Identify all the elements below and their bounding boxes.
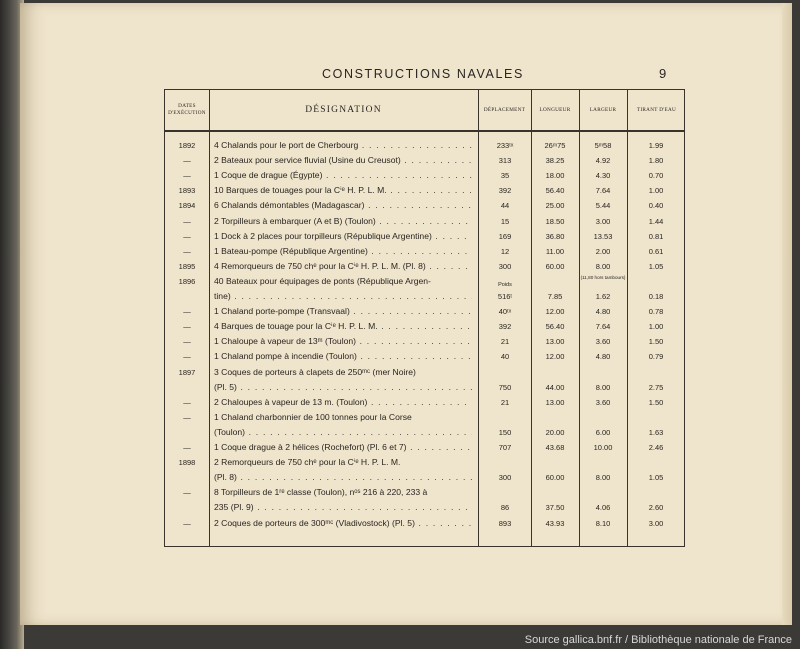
row-date: — [183,231,191,241]
table-row [165,304,684,319]
row-largeur: 7.64 [595,186,611,196]
row-date: — [183,337,191,347]
table-row [165,229,684,244]
row-largeur: 4.80 [595,307,611,317]
row-deplacement: 12 [500,246,510,256]
table-row [165,455,684,485]
row-longueur: 60.00 [545,261,565,271]
designation-line: 1 Bateau-pompe (République Argentine) . . . [214,244,472,259]
designation-line: 2 Torpilleurs à embarquer (A et B) (Toulon) . . . [214,214,472,229]
row-designation [214,183,472,198]
designation-line: 1 Chaland porte-pompe (Transvaal) . . . [214,304,472,319]
designation-line: 2 Remorqueurs de 750 chᵉ pour la Cⁱᵉ H. P. L. M. [214,457,401,468]
row-date: — [183,156,191,166]
row-largeur: 2.00 [595,246,611,256]
row-tirant: 1.44 [648,216,664,226]
row-designation [214,274,472,304]
row-largeur: 8.00 [595,382,611,392]
running-head: CONSTRUCTIONS NAVALES [322,67,524,81]
row-designation [214,440,472,455]
row-tirant: 0.78 [648,307,664,317]
designation-line: 3 Coques de porteurs à clapets de 250ᵐᶜ (mer Noire) [214,366,416,377]
table-row [165,334,684,349]
header-longueur: LONGUEUR [539,106,571,113]
row-largeur: 4.06 [595,503,611,513]
row-largeur: 4.80 [595,352,611,362]
header-dates [165,90,209,130]
designation-line: 2 Coques de porteurs de 300ᵐᶜ (Vladivostock) (Pl. 5) . . . [214,516,472,531]
row-date: — [183,322,191,332]
table-row [165,259,684,280]
row-date: 1898 [178,458,196,468]
row-date: — [183,443,191,452]
row-longueur: 56.40 [545,186,565,196]
header-tirant: TIRANT D'EAU [636,106,677,113]
row-longueur: 11.00 [545,246,565,256]
header-designation: DÉSIGNATION [305,105,382,115]
designation-line: 10 Barques de touages pour la Cⁱᵉ H. P. L. M. . . . [214,183,472,198]
row-tirant: 1.50 [648,397,664,407]
row-largeur: 3.00 [595,216,611,226]
row-tirant: 3.00 [648,518,664,528]
designation-line: 4 Barques de touage pour la Cⁱᵉ H. P. L. M. . . . [214,319,472,334]
row-designation [214,138,472,153]
row-deplacement: 516ᵗ [497,291,513,301]
row-deplacement: 40ᵗˣ [498,307,512,317]
row-designation [214,153,472,168]
row-tirant: 1.80 [648,156,664,166]
row-designation [214,168,472,183]
table-row [165,365,684,395]
row-tirant: 1.63 [648,427,664,437]
row-designation [214,244,472,259]
row-largeur: 3.60 [595,337,611,347]
row-designation [214,304,472,319]
row-longueur: 13.00 [545,337,565,347]
row-longueur: 26ᵐ75 [544,141,566,150]
row-designation [214,349,472,364]
table-row [165,395,684,410]
row-tirant: 1.05 [648,473,664,483]
row-tirant: 0.61 [648,246,664,256]
row-largeur: 3.60 [595,397,611,407]
designation-line: tine) . . . [214,289,472,304]
row-largeur: 6.00 [595,427,611,437]
table-row [165,410,684,440]
row-date: — [183,216,191,226]
row-longueur: 44.00 [545,382,565,392]
row-deplacement: 44 [500,201,510,211]
row-date: — [183,397,191,407]
row-designation [214,485,472,515]
row-designation [214,229,472,244]
deplacement-note: Poids [498,281,512,288]
row-largeur: 4.30 [595,171,611,181]
row-deplacement: 750 [498,382,512,392]
table-row [165,349,684,364]
table-row [165,516,684,531]
row-longueur: 56.40 [545,322,565,332]
row-deplacement: 86 [500,503,510,513]
table-row [165,485,684,515]
row-deplacement: 21 [500,397,510,407]
row-longueur: 38.25 [545,156,565,166]
table-row [165,138,684,153]
row-deplacement: 40 [500,352,510,362]
row-deplacement: 233ᵗˣ [496,141,514,150]
constructions-table [164,89,685,547]
row-longueur: 25.00 [545,201,565,211]
row-designation [214,410,472,440]
designation-line: 2 Chaloupes à vapeur de 13 m. (Toulon) . . . [214,395,472,410]
row-date: 1895 [178,261,196,271]
row-deplacement: 313 [498,156,512,166]
row-longueur: 18.00 [545,171,565,181]
table-row [165,319,684,334]
row-tirant: 1.99 [648,141,664,150]
designation-line: 1 Chaland pompe à incendie (Toulon) . . . [214,349,472,364]
row-date: — [183,307,191,317]
row-date: — [183,488,191,498]
designation-line: (Pl. 8) . . . [214,470,472,485]
row-tirant: 0.70 [648,171,664,181]
designation-line: 4 Chalands pour le port de Cherbourg . . . [214,138,472,153]
row-date: — [183,352,191,362]
row-longueur: 37.50 [545,503,565,513]
designation-line: 8 Torpilleurs de 1ʳᵉ classe (Toulon), nᵒˢ 216 à 220, 233 à [214,487,428,498]
largeur-note: (11,80 hors tambours) [580,274,626,280]
source-credit: Source gallica.bnf.fr / Bibliothèque nationale de France [524,634,792,646]
row-designation [214,455,472,485]
row-date: — [183,246,191,256]
row-date: 1893 [178,186,196,196]
row-deplacement: 392 [498,322,512,332]
designation-line: 1 Coque de drague (Égypte) . . . [214,168,472,183]
row-tirant: 2.75 [648,382,664,392]
row-largeur: 5ᵐ58 [594,141,612,150]
row-tirant: 0.79 [648,352,664,362]
row-largeur: 8.10 [595,518,611,528]
row-largeur: 1.62 [595,291,611,301]
designation-line: 1 Chaland charbonnier de 100 tonnes pour la Corse [214,411,412,422]
row-date: 1894 [178,201,196,211]
row-tirant: 1.00 [648,322,664,332]
row-deplacement: 392 [498,186,512,196]
designation-line: (Toulon) . . . [214,425,472,440]
table-row [165,274,684,304]
row-designation [214,516,472,531]
row-deplacement: 893 [498,518,512,528]
designation-line: 6 Chalands démontables (Madagascar) . . . [214,198,472,213]
header-rule [165,130,684,132]
row-designation [214,395,472,410]
row-designation [214,334,472,349]
table-row [165,440,684,455]
table-row [165,244,684,259]
designation-line: (Pl. 5) . . . [214,380,472,395]
header-largeur: LARGEUR [589,106,617,113]
designation-line: 1 Coque drague à 2 hélices (Rochefort) (Pl. 6 et 7) . . . [214,440,472,455]
row-date: — [183,171,191,181]
table-row [165,153,684,168]
table-row [165,198,684,213]
row-tirant: 1.50 [648,337,664,347]
designation-line: 40 Bateaux pour équipages de ponts (République Argen- [214,275,431,286]
row-deplacement: 150 [498,427,512,437]
row-designation [214,198,472,213]
row-designation [214,319,472,334]
row-tirant: 0.81 [648,231,664,241]
page-number: 9 [659,66,667,81]
row-tirant: 2.60 [648,503,664,513]
row-longueur: 60.00 [545,473,565,483]
row-date: 1896 [178,276,196,286]
row-date: 1892 [178,141,196,150]
row-longueur: 12.00 [545,352,565,362]
designation-line: 2 Bateaux pour service fluvial (Usine du Creusot) . . . [214,153,472,168]
page-edge [782,3,792,625]
row-longueur: 43.68 [545,443,565,452]
row-tirant: 1.05 [648,261,664,271]
row-longueur: 7.85 [547,291,563,301]
row-date: — [183,518,191,528]
row-deplacement: 35 [500,171,510,181]
header-deplacement: DÉPLACEMENT [483,106,526,113]
row-largeur: 4.92 [595,156,611,166]
row-longueur: 18.50 [545,216,565,226]
designation-line: 1 Dock à 2 places pour torpilleurs (République Argentine) . . . [214,229,472,244]
row-largeur: 8.00 [595,473,611,483]
row-designation [214,365,472,395]
row-tirant: 2.46 [648,443,664,452]
row-date: — [183,412,191,422]
row-tirant: 0.40 [648,201,664,211]
header-dates-line: D'EXÉCUTION [168,110,206,116]
header-dates-line: DATES [178,103,196,109]
row-largeur: 10.00 [593,443,613,452]
row-deplacement: 21 [500,337,510,347]
row-longueur: 36.80 [545,231,565,241]
row-longueur: 20.00 [545,427,565,437]
row-tirant: 1.00 [648,186,664,196]
table-row [165,168,684,183]
row-tirant: 0.18 [648,291,664,301]
row-deplacement: 300 [498,261,512,271]
row-date: 1897 [178,367,196,377]
row-longueur: 13.00 [545,397,565,407]
row-deplacement: 707 [498,443,512,452]
row-largeur: 7.64 [595,322,611,332]
row-deplacement: 169 [498,231,512,241]
row-deplacement: 15 [500,216,510,226]
table-row [165,214,684,229]
row-largeur: 5.44 [595,201,611,211]
row-longueur: 12.00 [545,307,565,317]
row-largeur: 13.53 [593,231,613,241]
designation-line: 1 Chaloupe à vapeur de 13ᵐ (Toulon) . . . [214,334,472,349]
table-row [165,183,684,198]
row-designation [214,259,472,274]
row-largeur: 8.00 [595,261,611,271]
designation-line: 235 (Pl. 9) . . . [214,500,472,515]
row-designation [214,214,472,229]
designation-line: 4 Remorqueurs de 750 chᵉ pour la Cⁱᵉ H. P. L. M. (Pl. 8) . . . [214,259,472,274]
row-deplacement: 300 [498,473,512,483]
row-longueur: 43.93 [545,518,565,528]
